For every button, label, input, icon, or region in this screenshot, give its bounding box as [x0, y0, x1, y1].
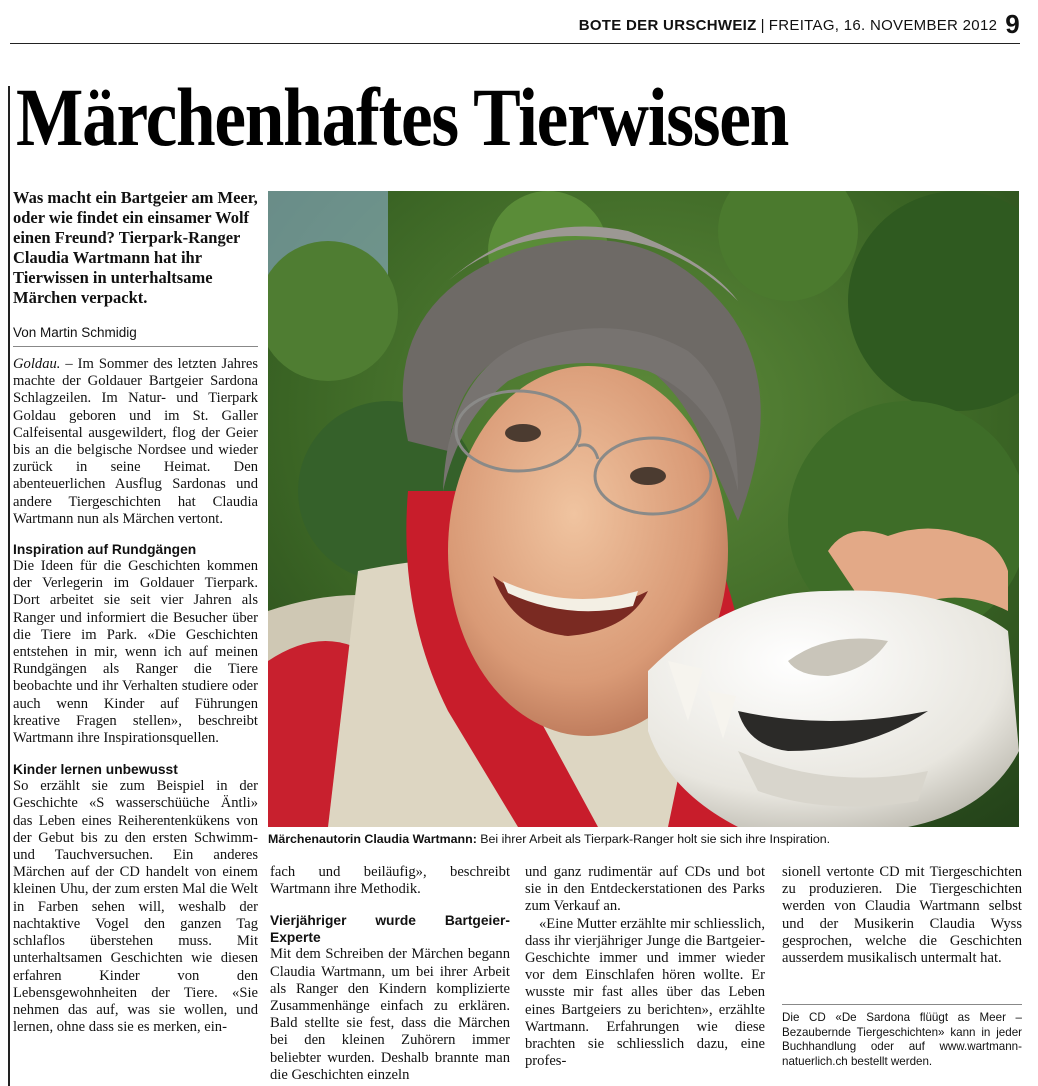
col4-text: sionell vertonte CD mit Tiergeschichten zu produzieren. Die Tiergeschichten werden von Claudia Wartmann selbst und der Musikerin Claudia Wyss gesprochen, welche die Geschichten ausserdem musikalisch untermalt hat.	[782, 864, 1022, 967]
col2-text: Mit dem Schreiben der Märchen begann Claudia Wartmann, um bei ihrer Arbeit als Ranger den Kindern komplizierte Zusammenhänge einfach zu erklären. Bald stellte sie fest, dass die Märchen bei den kleinen Zuhörern immer beliebter wurden. Deshalb brannte man die Geschichten einzeln	[270, 946, 510, 1083]
left-margin-rule	[8, 86, 10, 1086]
byline: Von Martin Schmidig	[13, 325, 258, 347]
headline: Märchenhaftes Tierwissen	[16, 71, 789, 163]
caption-bold: Märchenautorin Claudia Wartmann:	[268, 832, 477, 846]
column-1	[13, 356, 258, 1036]
intro-paragraph	[13, 356, 258, 528]
column-2	[270, 864, 510, 1084]
masthead-text	[579, 9, 1020, 40]
photo-caption	[268, 832, 1028, 846]
article-photo	[268, 191, 1019, 827]
dateline-location: Goldau.	[13, 356, 61, 372]
lead-paragraph: Was macht ein Bartgeier am Meer, oder wie findet ein einsamer Wolf einen Freund? Tierpark-Ranger Claudia Wartmann hat ihr Tierwissen in unterhaltsame Märchen verpackt.	[13, 188, 258, 307]
section2-text: So erzählt sie zum Beispiel in der Geschichte «S wasserschüüche Äntli» das Leben eines Reiherentenkükens von der Gebut bis zu den ersten Schwimm- und Tauchversuchen. Ein anderes Märchen auf der CD handelt von einem kleinen Uhu, der zum ersten Mal die Welt in Farben sehen will, weshalb der nachtaktive Vogel den ganzen Tag schlaflos überstehen muss. Mit unterhaltsamen Geschichten wie diesen erfahren Kinder von den Lebensgewohnheiten der Tiere. «Sie nehmen das auf, was sie wollen, und lernen, ohne dass sie es merken, ein-	[13, 778, 258, 1036]
section1-text: Die Ideen für die Geschichten kommen der Verlegerin im Goldauer Tierpark. Dort arbeitet sie seit vier Jahren als Ranger und informiert die Besucher über die Tiere im Park. «Die Geschichten entstehen in mir, wenn ich auf meinen Rundgängen als Ranger die Tiere beobachte und ihr Verhalten studiere oder auch wenn Kinder auf Führungen kreative Fragen stellen», beschreibt Wartmann ihre Inspirationsquellen.	[13, 558, 258, 747]
column-3	[525, 864, 765, 1070]
subheading-inspiration: Inspiration auf Rundgängen	[13, 542, 197, 558]
masthead	[0, 0, 1038, 46]
column-4	[782, 864, 1022, 967]
subheading-kinder: Kinder lernen unbewusst	[13, 762, 178, 778]
masthead-separator: |	[760, 17, 765, 34]
col2-continuation: fach und beiläufig», beschreibt Wartmann ihre Methodik.	[270, 864, 510, 898]
col3-text: und ganz rudimentär auf CDs und bot sie in den Entdeckerstationen des Parks zum Verkauf an.	[525, 864, 765, 915]
masthead-rule	[10, 43, 1020, 44]
page-number: 9	[1005, 9, 1020, 39]
cd-info-note: Die CD «De Sardona flüügt as Meer – Bezaubernde Tiergeschichten» kann in jeder Buchhandlung oder auf www.wartmann-natuerlich.ch bestellt werden.	[782, 1004, 1022, 1069]
intro-text: – Im Sommer des letzten Jahres machte der Goldauer Bartgeier Sardona Schlagzeilen. Im Natur- und Tierpark Goldau geboren und im St. Galler Calfeisental ausgewildert, flog der Geier bis an die belgische Nordsee und wieder zurück in seine Heimat. Den abenteuerlichen Ausflug Sardonas und andere Tiergeschichten hat Claudia Wartmann nun als Märchen vertont.	[13, 356, 258, 527]
caption-text: Bei ihrer Arbeit als Tierpark-Ranger holt sie sich ihre Inspiration.	[476, 832, 831, 846]
col3-text2: «Eine Mutter erzählte mir schliesslich, dass ihr vierjähriger Junge die Bartgeier-Geschichte immer und immer wieder vor dem Einschlafen hören wollte. Er wusste mir fast alles über das Leben eines Bartgeiers zu berichten», erzählte Wartmann. Erfahrungen wie diese brachten sie schliesslich dazu, eine profes-	[525, 915, 765, 1070]
paper-name: BOTE DER URSCHWEIZ	[578, 17, 757, 34]
subheading-bartgeier: Vierjähriger wurde Bartgeier-Experte	[270, 913, 510, 946]
portrait-illustration	[268, 191, 1019, 827]
issue-date: FREITAG, 16. NOVEMBER 2012	[768, 17, 998, 34]
